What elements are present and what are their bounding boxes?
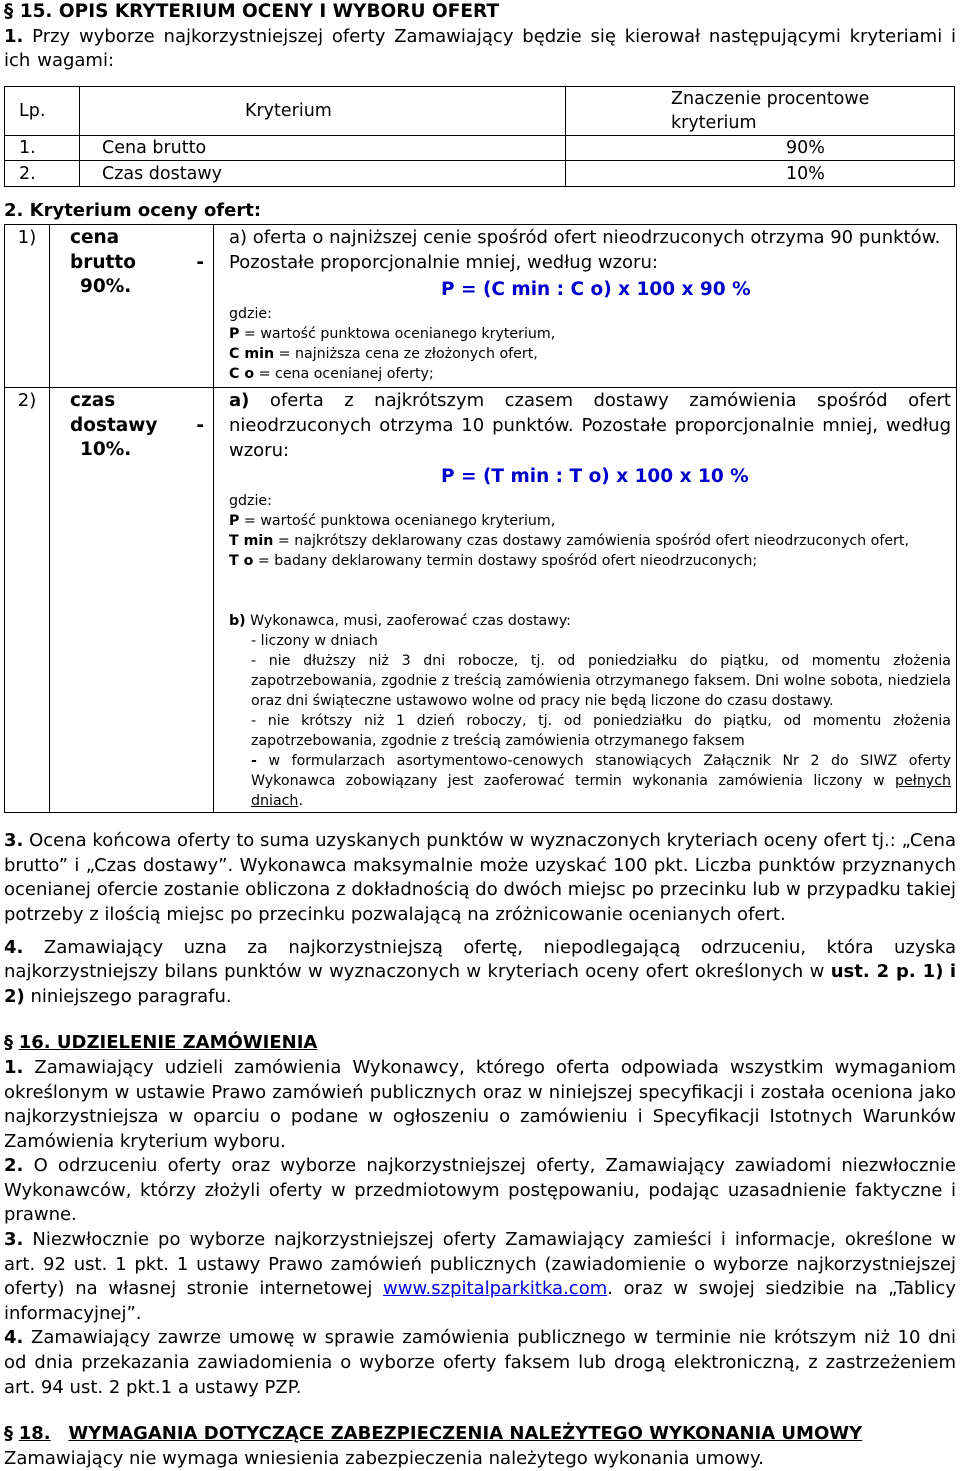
definition-text: = najniższa cena ze złożonych ofert, bbox=[274, 345, 538, 362]
table-cell: 10% bbox=[566, 161, 955, 187]
criterion-line-a bbox=[229, 389, 951, 463]
website-link[interactable]: www.szpitalparkitka.com bbox=[383, 1278, 608, 1300]
paragraph-reference: i bbox=[949, 961, 956, 983]
criteria-description-table bbox=[4, 224, 957, 813]
table-row bbox=[5, 135, 955, 161]
criterion-number: 2) bbox=[5, 388, 50, 813]
table-header-cell: Znaczenie procentowe kryterium bbox=[566, 86, 955, 135]
paragraph-text: Zamawiający zawrze umowę w sprawie zamówienia publicznego w terminie nie krótszym niż 10 dni od dnia przekazania zawiadomienia o wyborze oferty faksem lub drogą elektroniczną, z zastrzeżeniem art. 94 ust. 2 pkt.1 a ustawy PZP. bbox=[4, 1327, 956, 1398]
table-cell: Cena brutto bbox=[80, 135, 566, 161]
table-row bbox=[5, 161, 955, 187]
criterion-line-a bbox=[229, 226, 951, 251]
paragraph-number: 1. bbox=[4, 25, 24, 47]
criterion-label: a) bbox=[229, 390, 250, 412]
criterion-name-text: brutto bbox=[70, 251, 136, 273]
section-16-paragraph-4 bbox=[4, 1326, 956, 1400]
section-15-paragraph-3 bbox=[4, 829, 956, 927]
definition-line bbox=[229, 551, 951, 571]
spacer bbox=[229, 571, 951, 611]
paragraph-text-end: . oraz w swojej siedzibie na „Tablicy informacyjnej”. bbox=[4, 1278, 956, 1324]
rule-end: . bbox=[298, 793, 303, 810]
definition-symbol: T min bbox=[229, 533, 274, 550]
criterion-name-line bbox=[70, 251, 212, 276]
criterion-row-delivery bbox=[5, 388, 957, 813]
paragraph-number: 3. bbox=[4, 830, 24, 852]
section-symbol: § bbox=[4, 1423, 13, 1445]
delivery-rule: - nie dłuższy niż 3 dni robocze, tj. od poniedziałku do piątku, od momentu złożenia zapotrzebowania, zgodnie z treścią zamówienia otrzymanego faksem. Dni wolne sobota, niedziela oraz dni świąteczne ustawowo wolne od pracy nie będą liczone do czasu dostawy. bbox=[251, 653, 951, 710]
definition-symbol: P bbox=[229, 325, 240, 342]
section-symbol: § bbox=[4, 1032, 13, 1054]
definition-line bbox=[229, 364, 951, 384]
paragraph-number: 2. bbox=[4, 1155, 24, 1177]
criterion-text: oferta z najkrótszym czasem dostawy zamówienia spośród ofert nieodrzuconych otrzyma 10 punktów. Pozostałe proporcjonalnie mniej, według wzoru: bbox=[229, 390, 951, 461]
delivery-formula: P = (T min : T o) x 100 x 10 % bbox=[441, 466, 749, 488]
criterion-line-rest: Pozostałe proporcjonalnie mniej, według wzoru: bbox=[229, 251, 658, 273]
criterion-description bbox=[214, 225, 957, 388]
paragraph-number: 1. bbox=[4, 1056, 24, 1078]
criterion-dash: - bbox=[196, 414, 204, 436]
criteria-weights-table bbox=[4, 86, 955, 187]
definition-symbol: T o bbox=[229, 553, 254, 570]
table-cell: Czas dostawy bbox=[80, 161, 566, 187]
where-label: gdzie: bbox=[229, 493, 272, 510]
section-15-paragraph-4 bbox=[4, 936, 956, 1010]
table-cell: 1. bbox=[5, 135, 80, 161]
paragraph-text: Niezwłocznie po wyborze najkorzystniejszej oferty Zamawiający zamieści i informacje, określone w art. 92 ust. 1 pkt. 1 ustawy Prawo zamówień publicznych (zawiadomienie o wyborze najkorzystniejszej oferty) na własnej stronie internetowej bbox=[4, 1229, 956, 1300]
paragraph-reference: 2) bbox=[4, 985, 25, 1007]
paragraph-text-end: niniejszego paragrafu. bbox=[24, 985, 232, 1007]
criterion-line-b bbox=[229, 611, 951, 631]
table-cell: 2. bbox=[5, 161, 80, 187]
criterion-dash: - bbox=[196, 251, 204, 273]
section-15-heading: § 15. OPIS KRYTERIUM OCENY I WYBORU OFERT bbox=[4, 1, 500, 22]
section-number: 18. bbox=[18, 1423, 51, 1445]
criterion-number: 1) bbox=[5, 225, 50, 388]
definition-symbol: P bbox=[229, 513, 240, 530]
rule-underlined-text: pełnych dniach bbox=[251, 773, 951, 810]
rule-text: w formularzach asortymentowo-cenowych stanowiących Załącznik Nr 2 do SIWZ oferty Wykonawca zobowiązany jest zaoferować termin wykonania zamówienia liczony w bbox=[251, 753, 951, 790]
criterion-name-line: cena bbox=[70, 227, 120, 249]
criteria-heading: 2. Kryterium oceny ofert: bbox=[4, 199, 262, 221]
definition-line bbox=[229, 511, 951, 531]
section-16-paragraph-2 bbox=[4, 1154, 956, 1228]
paragraph-text: Ocena końcowa oferty to suma uzyskanych punktów w wyznaczonych kryteriach oceny ofert tj.: „Cena brutto” i „Czas dostawy”. Wykonawca maksymalnie może uzyskać 100 pkt. Liczba punktów przyznanych ocenianej ofercie zostanie obliczona z dokładnością do dwóch miejsc po przecinku lub w przypadku takiej potrzeby z ilością miejsc po przecinku pozwalającą na zróżnicowanie ocenianych ofert. bbox=[4, 830, 956, 925]
definition-line bbox=[229, 324, 951, 344]
section-15-paragraph-1 bbox=[4, 25, 956, 74]
section-18-text: Zamawiający nie wymaga wniesienia zabezpieczenia należytego wykonania umowy. bbox=[4, 1447, 764, 1469]
section-16-paragraph-1 bbox=[4, 1056, 956, 1154]
paragraph-number: 3. bbox=[4, 1229, 24, 1251]
table-header-row bbox=[5, 86, 955, 135]
paragraph-text: Zamawiający uzna za najkorzystniejszą ofertę, niepodlegającą odrzuceniu, która uzyska najkorzystniejszy bilans punktów w wyznaczonych w kryteriach oceny ofert określonych w bbox=[4, 936, 956, 983]
paragraph-text: Zamawiający udzieli zamówienia Wykonawcy, którego oferta odpowiada wszystkim wymaganiom określonym w ustawie Prawo zamówień publicznych oraz w niniejszej specyfikacji i została oceniona jako najkorzystniejsza w oparciu o podane w ogłoszeniu o zamówieniu i Specyfikacji Istotnych Warunków Zamówienia kryterium wyboru. bbox=[4, 1056, 956, 1152]
definition-text: = wartość punktowa ocenianego kryterium, bbox=[239, 325, 556, 342]
section-16-heading bbox=[4, 1031, 956, 1056]
paragraph-text: Przy wyborze najkorzystniejszej oferty Zamawiający będzie się kierował następującymi kryteriami i ich wagami: bbox=[4, 25, 956, 72]
definition-symbol: C min bbox=[229, 345, 275, 362]
price-formula: P = (C min : C o) x 100 x 90 % bbox=[441, 278, 751, 300]
criterion-name-line bbox=[70, 414, 212, 439]
criterion-row-price bbox=[5, 225, 957, 388]
delivery-rule: - liczony w dniach bbox=[251, 633, 378, 650]
criterion-name bbox=[50, 388, 214, 813]
criterion-weight: 10%. bbox=[80, 439, 132, 461]
table-header-cell: Kryterium bbox=[80, 86, 566, 135]
definition-line bbox=[229, 531, 951, 551]
section-title: WYMAGANIA DOTYCZĄCE ZABEZPIECZENIA NALEŻYTEGO WYKONANIA UMOWY bbox=[68, 1423, 863, 1445]
paragraph-number: 4. bbox=[4, 1327, 24, 1349]
criterion-text: a) oferta o najniższej cenie spośród ofert nieodrzuconych otrzyma 90 punktów. bbox=[229, 227, 941, 249]
where-label: gdzie: bbox=[229, 305, 272, 322]
criterion-description bbox=[214, 388, 957, 813]
criterion-name bbox=[50, 225, 214, 388]
criterion-name-text: dostawy bbox=[70, 414, 158, 436]
criterion-name-line: czas bbox=[70, 390, 116, 412]
definition-line bbox=[229, 344, 951, 364]
section-18-heading bbox=[4, 1422, 956, 1447]
table-header-cell: Lp. bbox=[5, 86, 80, 135]
table-cell: 90% bbox=[566, 135, 955, 161]
paragraph-reference: ust. 2 p. 1) bbox=[830, 961, 944, 983]
rule-dash: - bbox=[251, 753, 257, 770]
criterion-weight: 90%. bbox=[80, 276, 132, 298]
paragraph-text: O odrzuceniu oferty oraz wyborze najkorzystniejszej oferty, Zamawiający zawiadomi niezwłocznie Wykonawców, którzy złożyli oferty w przedmiotowym postępowaniu, podając uzasadnienie faktyczne i prawne. bbox=[4, 1155, 956, 1226]
definition-text: = najkrótszy deklarowany czas dostawy zamówienia spośród ofert nieodrzuconych ofert, bbox=[273, 533, 909, 550]
definition-text: = badany deklarowany termin dostawy spośród ofert nieodrzuconych; bbox=[253, 553, 758, 570]
criterion-label: b) bbox=[229, 613, 246, 630]
paragraph-number: 4. bbox=[4, 936, 24, 958]
section-16-paragraph-3 bbox=[4, 1228, 956, 1326]
definition-text: = cena ocenianej oferty; bbox=[254, 365, 434, 382]
delivery-rule: - nie krótszy niż 1 dzień roboczy, tj. od poniedziałku do piątku, od momentu złożenia zapotrzebowania, zgodnie z treścią zamówienia otrzymanego faksem bbox=[251, 713, 951, 750]
section-title: 16. UDZIELENIE ZAMÓWIENIA bbox=[18, 1032, 318, 1054]
criterion-text: Wykonawca, musi, zaoferować czas dostawy: bbox=[245, 613, 571, 630]
delivery-rule bbox=[229, 751, 951, 811]
definition-symbol: C o bbox=[229, 365, 255, 382]
definition-text: = wartość punktowa ocenianego kryterium, bbox=[239, 513, 556, 530]
